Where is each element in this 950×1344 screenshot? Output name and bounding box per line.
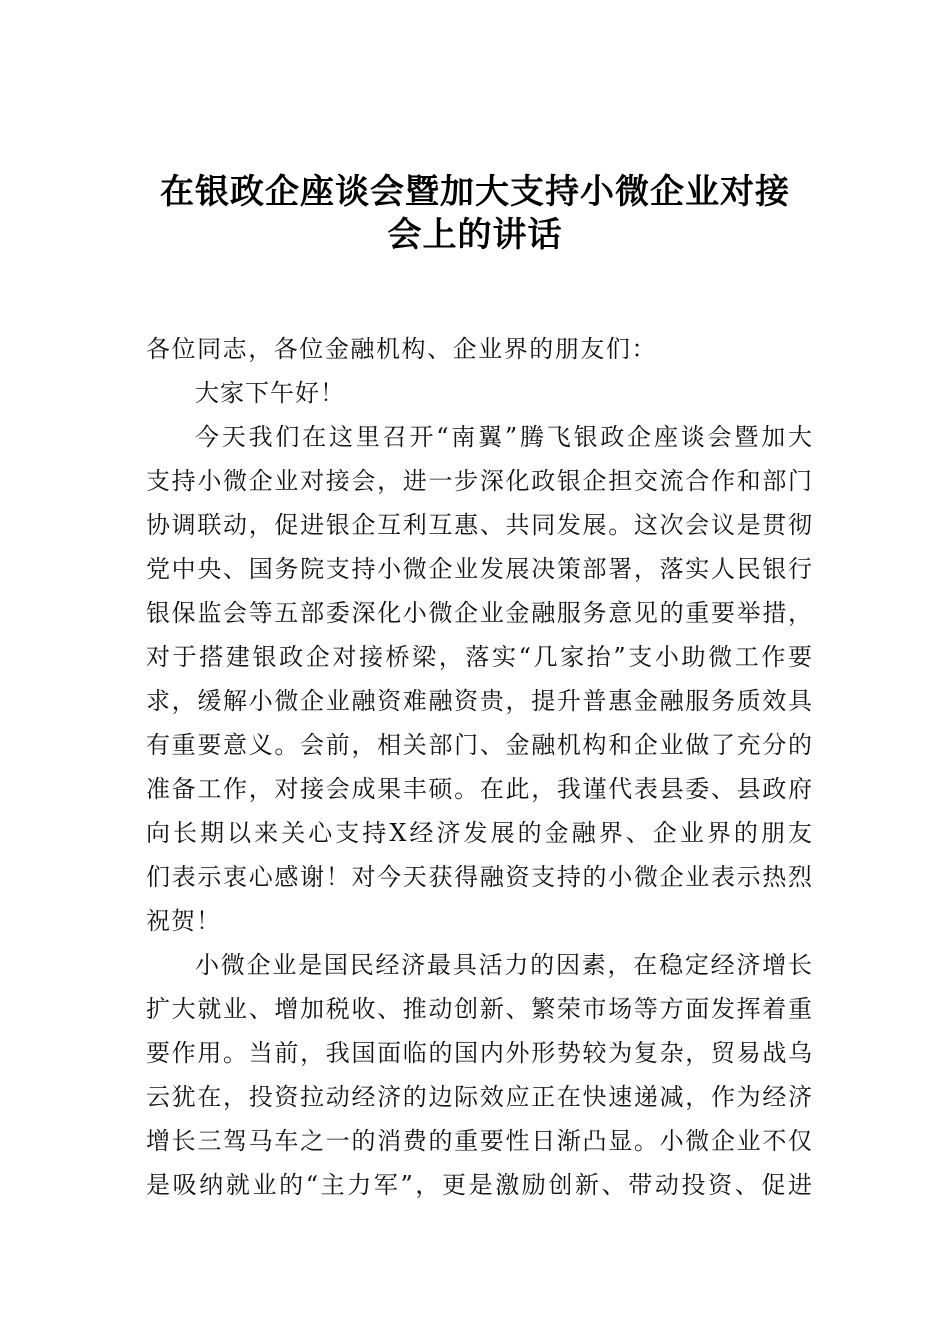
paragraph-1-line: 银保监会等五部委深化小微企业金融服务意见的重要举措， (146, 599, 812, 627)
paragraph-1-line: 协调联动，促进银企互利互惠、共同发展。这次会议是贯彻 (146, 511, 812, 539)
paragraph-1-line: 对于搭建银政企对接桥梁，落实“几家抬”支小助微工作要 (146, 643, 812, 671)
paragraph-2-line: 小微企业是国民经济最具活力的因素，在稳定经济增长 (195, 951, 812, 979)
document-title-line-2: 会上的讲话 (387, 215, 563, 255)
paragraph-2-line: 要作用。当前，我国面临的国内外形势较为复杂，贸易战乌 (146, 1039, 812, 1067)
paragraph-2-line: 增长三驾马车之一的消费的重要性日渐凸显。小微企业不仅 (146, 1127, 812, 1155)
paragraph-1-line: 们表示衷心感谢！对今天获得融资支持的小微企业表示热烈 (146, 863, 812, 891)
paragraph-2-line: 扩大就业、增加税收、推动创新、繁荣市场等方面发挥着重 (146, 995, 812, 1023)
document-title-line-1: 在银政企座谈会暨加大支持小微企业对接 (160, 172, 790, 212)
paragraph-1-line: 有重要意义。会前，相关部门、金融机构和企业做了充分的 (146, 731, 812, 759)
paragraph-1-line: 今天我们在这里召开“南翼”腾飞银政企座谈会暨加大 (195, 423, 812, 451)
paragraph-2-line: 云犹在，投资拉动经济的边际效应正在快速递减，作为经济 (146, 1083, 812, 1111)
paragraph-1-line: 祝贺！ (146, 907, 221, 935)
paragraph-1-line: 向长期以来关心支持X经济发展的金融界、企业界的朋友 (146, 819, 812, 847)
greeting: 大家下午好！ (195, 379, 345, 407)
paragraph-1-line: 支持小微企业对接会，进一步深化政银企担交流合作和部门 (146, 467, 812, 495)
salutation: 各位同志，各位金融机构、企业界的朋友们： (146, 335, 657, 363)
paragraph-1-line: 党中央、国务院支持小微企业发展决策部署，落实人民银行 (146, 555, 812, 583)
paragraph-1-line: 求，缓解小微企业融资难融资贵，提升普惠金融服务质效具 (146, 687, 812, 715)
paragraph-1-line: 准备工作，对接会成果丰硕。在此，我谨代表县委、县政府 (146, 775, 812, 803)
paragraph-2-line: 是吸纳就业的“主力军”，更是激励创新、带动投资、促进 (146, 1171, 812, 1199)
